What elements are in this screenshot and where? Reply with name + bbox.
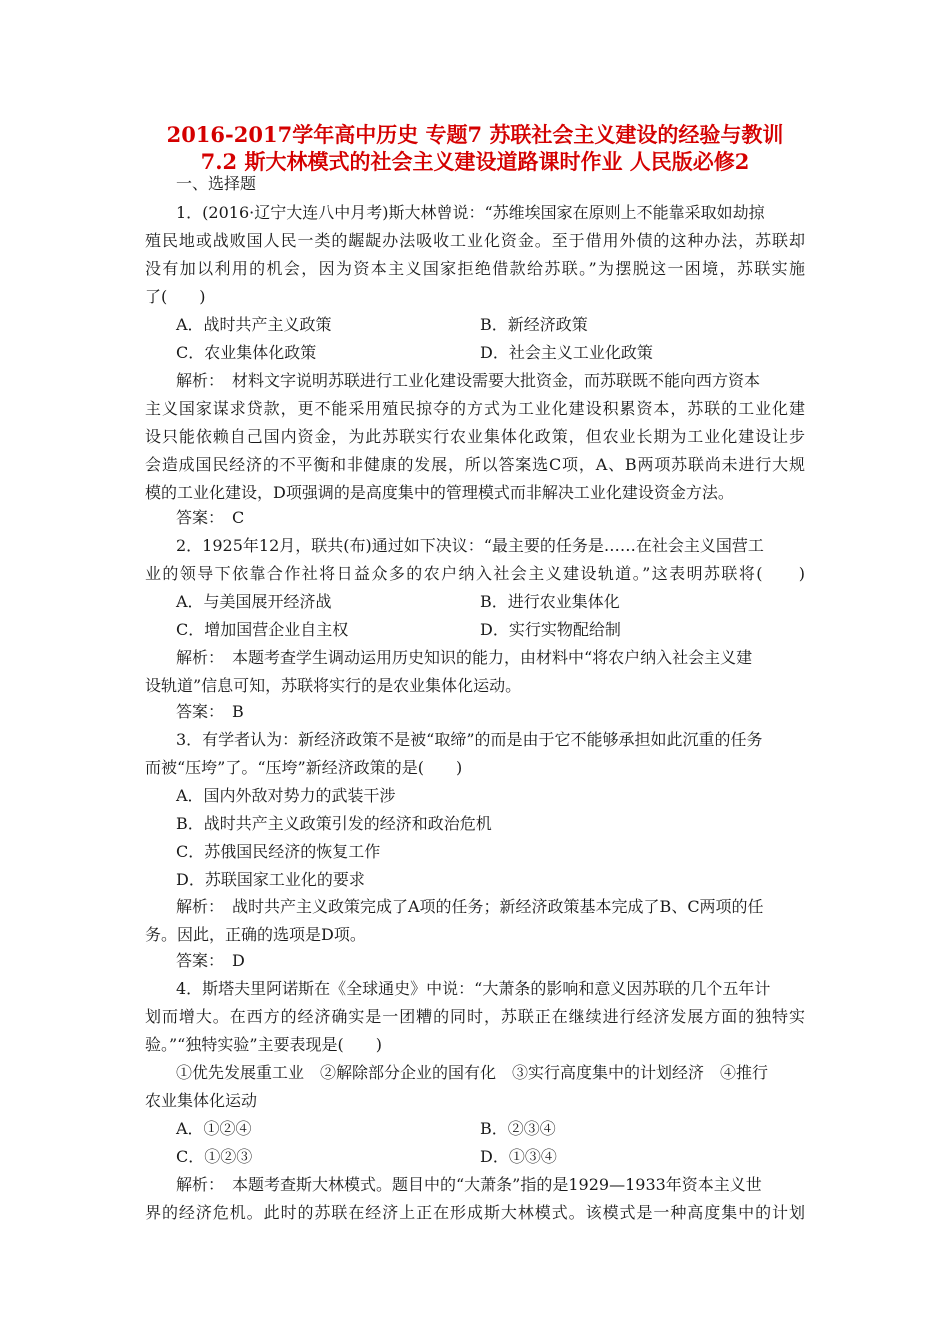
q4-stem-line-3: 验。”“独特实验”主要表现是( ) [145, 1035, 383, 1054]
q2-option-c: C．增加国营企业自主权 [176, 620, 349, 639]
q3-stem-line-2: 而被“压垮”了。“压垮”新经济政策的是( ) [145, 758, 463, 777]
q2-option-a: A．与美国展开经济战 [176, 592, 332, 611]
q4-option-a: A．①②④ [176, 1119, 252, 1138]
q1-answer: 答案： C [176, 508, 245, 527]
q3-analysis-line-2: 务。因此，正确的选项是D项。 [145, 925, 366, 944]
q2-answer: 答案： B [176, 702, 244, 721]
q1-stem-line-4: 了( ) [145, 287, 206, 306]
q4-analysis-line-1: 解析： 本题考查斯大林模式。题目中的“大萧条”指的是1929—1933年资本主义世 [176, 1175, 762, 1194]
q2-option-d: D．实行实物配给制 [480, 620, 621, 639]
q3-option-a: A．国内外敌对势力的武装干涉 [176, 786, 396, 805]
q1-stem-line-3: 没有加以利用的机会，因为资本主义国家拒绝借款给苏联。”为摆脱这一困境，苏联实施 [145, 259, 805, 278]
q4-option-d: D．①③④ [480, 1147, 557, 1166]
q4-analysis-line-2: 界的经济危机。此时的苏联在经济上正在形成斯大林模式。该模式是一种高度集中的计划 [145, 1203, 805, 1222]
q1-analysis-line-1: 解析： 材料文字说明苏联进行工业化建设需要大批资金，而苏联既不能向西方资本 [176, 371, 761, 390]
q1-analysis-line-3: 设只能依赖自己国内资金，为此苏联实行农业集体化政策，但农业长期为工业化建设让步 [145, 427, 805, 446]
document-title-line-1: 2016-2017学年高中历史 专题7 苏联社会主义建设的经验与教训 [166, 122, 784, 147]
q1-analysis-line-2: 主义国家谋求贷款，更不能采用殖民掠夺的方式为工业化建设积累资本，苏联的工业化建 [145, 399, 805, 418]
q1-stem-line-2: 殖民地或战败国人民一类的龌龊办法吸收工业化资金。至于借用外债的这种办法，苏联却 [145, 231, 805, 250]
section-heading: 一、选择题 [176, 174, 257, 193]
q3-stem-line-1: 3．有学者认为：新经济政策不是被“取缔”的而是由于它不能够承担如此沉重的任务 [176, 730, 763, 749]
q3-option-c: C．苏俄国民经济的恢复工作 [176, 842, 381, 861]
q4-stem-line-4: ①优先发展重工业 ②解除部分企业的国有化 ③实行高度集中的计划经济 ④推行 [176, 1063, 769, 1082]
q4-stem-line-5: 农业集体化运动 [145, 1091, 258, 1110]
q2-stem-line-2: 业的领导下依靠合作社将日益众多的农户纳入社会主义建设轨道。”这表明苏联将( ) [145, 564, 805, 583]
q1-option-b: B．新经济政策 [480, 315, 588, 334]
q3-option-d: D．苏联国家工业化的要求 [176, 870, 365, 889]
document-title-line-2: 7.2 斯大林模式的社会主义建设道路课时作业 人民版必修2 [200, 149, 750, 174]
q1-analysis-line-5: 模的工业化建设，D项强调的是高度集中的管理模式而非解决工业化建设资金方法。 [145, 483, 734, 502]
q4-option-c: C．①②③ [176, 1147, 253, 1166]
q1-option-c: C．农业集体化政策 [176, 343, 317, 362]
q1-analysis-line-4: 会造成国民经济的不平衡和非健康的发展，所以答案选C项，A、B两项苏联尚未进行大规 [145, 455, 805, 474]
q1-stem-line-1: 1．(2016·辽宁大连八中月考)斯大林曾说：“苏维埃国家在原则上不能靠采取如劫掠 [176, 203, 765, 222]
q1-option-a: A．战时共产主义政策 [176, 315, 332, 334]
q2-option-b: B．进行农业集体化 [480, 592, 620, 611]
q3-analysis-line-1: 解析： 战时共产主义政策完成了A项的任务；新经济政策基本完成了B、C两项的任 [176, 897, 764, 916]
q4-stem-line-2: 划而增大。在西方的经济确实是一团糟的同时，苏联正在继续进行经济发展方面的独特实 [145, 1007, 805, 1026]
q4-stem-line-1: 4．斯塔夫里阿诺斯在《全球通史》中说：“大萧条的影响和意义因苏联的几个五年计 [176, 979, 771, 998]
q2-analysis-line-1: 解析： 本题考查学生调动运用历史知识的能力，由材料中“将农户纳入社会主义建 [176, 648, 753, 667]
q2-analysis-line-2: 设轨道”信息可知，苏联将实行的是农业集体化运动。 [145, 676, 522, 695]
q1-option-d: D．社会主义工业化政策 [480, 343, 653, 362]
q4-option-b: B．②③④ [480, 1119, 556, 1138]
q2-stem-line-1: 2．1925年12月，联共(布)通过如下决议：“最主要的任务是……在社会主义国营工 [176, 536, 764, 555]
q3-answer: 答案： D [176, 951, 245, 970]
q3-option-b: B．战时共产主义政策引发的经济和政治危机 [176, 814, 492, 833]
